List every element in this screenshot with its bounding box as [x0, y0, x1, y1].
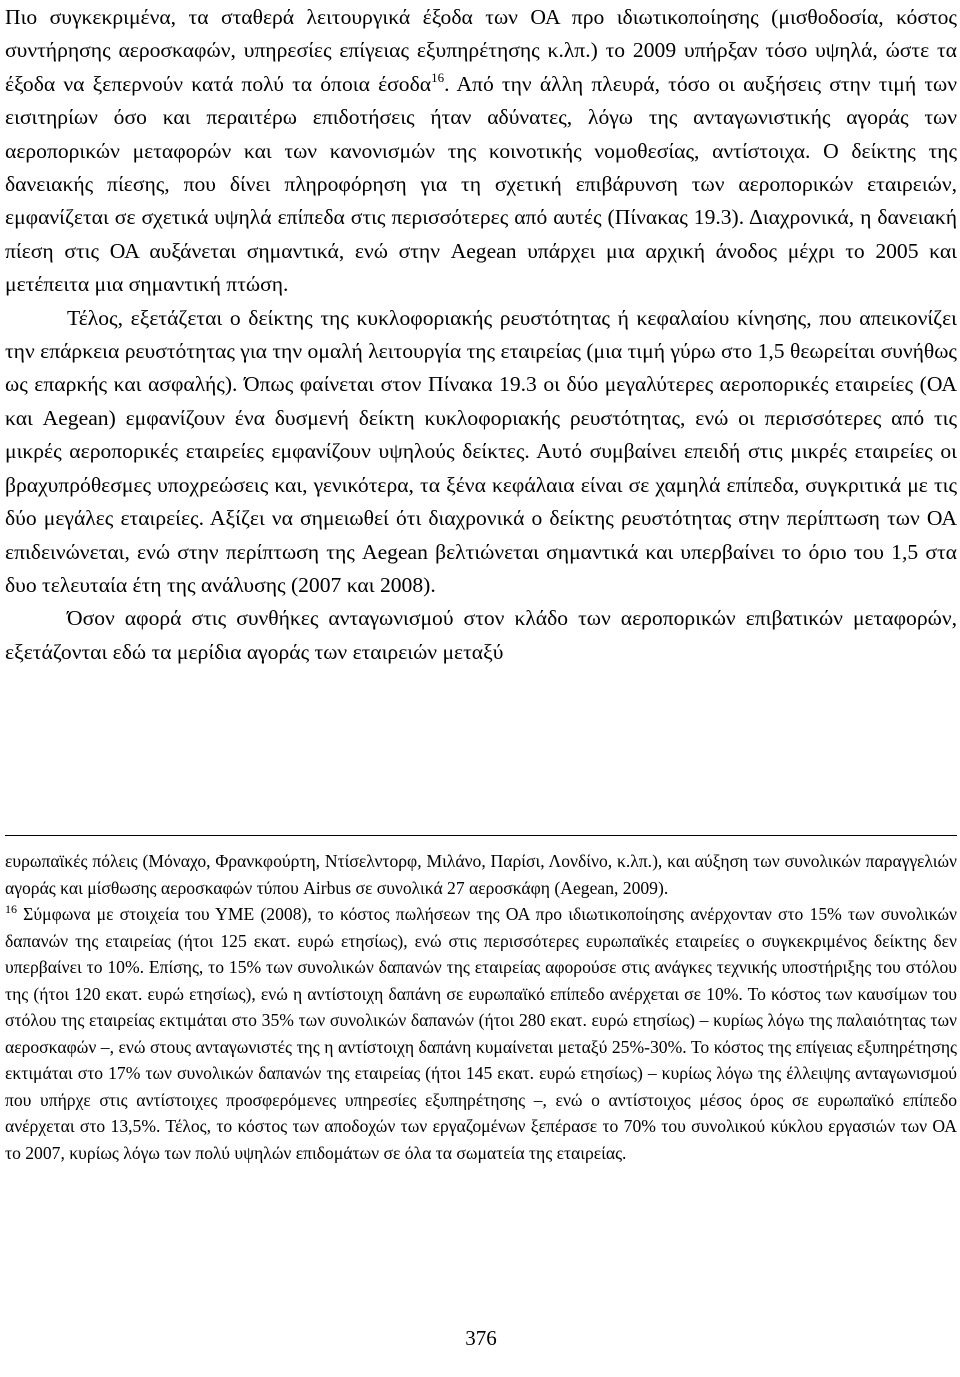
paragraph-1-text-end: . Από την άλλη πλευρά, τόσο οι αυξήσεις στην τιμή των εισιτηρίων όσο και περαιτέρω επιδοτήσεις ήταν αδύνατες, λόγω της ανταγωνιστικής αγοράς των αεροπορικών μεταφορών και των κανονισμών της κοινοτικής νομοθεσίας, αντίστοιχα. Ο δείκτης της δανειακής πίεσης, που δίνει πληροφόρηση για τη σχετική επιβάρυνση των αεροπορικών εταιρειών, εμφανίζεται σε σχετικά υψηλά επίπεδα στις περισσότερες από αυτές (Πίνακας 19.3). Διαχρονικά, η δανειακή πίεση στις ΟΑ αυξάνεται σημαντικά, ενώ στην Aegean υπάρχει μια αρχική άνοδος μέχρι το 2005 και μετέπειτα μια σημαντική πτώση. [5, 71, 957, 297]
footnote-separator [5, 835, 957, 836]
footnote-16 [5, 901, 957, 1166]
body-paragraph-3: Όσον αφορά στις συνθήκες ανταγωνισμού στον κλάδο των αεροπορικών επιβατικών μεταφορών, εξετάζονται εδώ τα μερίδια αγοράς των εταιρειών μεταξύ [5, 606, 957, 664]
footnotes-section [5, 848, 957, 1166]
document-page [5, 0, 957, 1350]
body-paragraph-2: Τέλος, εξετάζεται ο δείκτης της κυκλοφοριακής ρευστότητας ή κεφαλαίου κίνησης, που απεικονίζει την επάρκεια ρευστότητας για την ομαλή λειτουργία της εταιρείας (μια τιμή γύρω στο 1,5 θεωρείται συνήθως ως επαρκής και ασφαλής). Όπως φαίνεται στον Πίνακα 19.3 οι δύο μεγαλύτερες αεροπορικές εταιρείες (ΟΑ και Aegean) εμφανίζουν ένα δυσμενή δείκτη κυκλοφοριακής ρευστότητας, ενώ οι περισσότερες από τις μικρές αεροπορικές εταιρείες εμφανίζουν υψηλούς δείκτες. Αυτό συμβαίνει επειδή στις μικρές εταιρείες οι βραχυπρόθεσμες υποχρεώσεις και, γενικότερα, τα ξένα κεφάλαια είναι σε χαμηλά επίπεδα, συγκριτικά με τις δύο μεγάλες εταιρείες. Αξίζει να σημειωθεί ότι διαχρονικά ο δείκτης ρευστότητας στην περίπτωση των ΟΑ επιδεινώνεται, ενώ στην περίπτωση της Aegean βελτιώνεται σημαντικά και υπερβαίνει το όριο του 1,5 στα δυο τελευταία έτη της ανάλυσης (2007 και 2008). [5, 305, 957, 597]
page-number: 376 [465, 1326, 497, 1350]
footnote-16-text: Σύμφωνα με στοιχεία του ΥΜΕ (2008), το κόστος πωλήσεων της ΟΑ προ ιδιωτικοποίησης ανέρχονταν στο 15% των συνολικών δαπανών της εταιρείας (ήτοι 125 εκατ. ευρώ ετησίως), ενώ στις περισσότερες ευρωπαϊκές εταιρείες ο συγκεκριμένος δείκτης δεν υπερβαίνει το 10%. Επίσης, το 15% των συνολικών δαπανών της εταιρείας αφορούσε στις ανάγκες τεχνικής υποστήριξης του στόλου της (ήτοι 120 εκατ. ευρώ ετησίως), ενώ η αντίστοιχη δαπάνη σε ευρωπαϊκό επίπεδο ανέρχεται σε 10%. Το κόστος των καυσίμων του στόλου της εταιρείας εκτιμάται στο 35% των συνολικών δαπανών (ήτοι 280 εκατ. ευρώ ετησίως) – κυρίως λόγω της παλαιότητας των αεροσκαφών –, ενώ στους ανταγωνιστές της η αντίστοιχη δαπάνη κυμαίνεται μεταξύ 25%-30%. Το κόστος της επίγειας εξυπηρέτησης εκτιμάται στο 17% των συνολικών δαπανών της εταιρείας (ήτοι 145 εκατ. ευρώ ετησίως) – κυρίως λόγω της έλλειψης ανταγωνισμού που υπήρχε στις αντίστοιχες προσφερόμενες υπηρεσίες εξυπηρέτησης –, ενώ ο αντίστοιχος μέσος όρος σε ευρωπαϊκό επίπεδο ανέρχεται στο 13,5%. Τέλος, το κόστος των αποδοχών των εργαζομένων ξεπέρασε το 70% του συνολικού κύκλου εργασιών των ΟΑ το 2007, κυρίως λόγω των πολύ υψηλών επιδομάτων σε όλα τα σωματεία της εταιρείας. [5, 904, 957, 1163]
footnote-reference-16[interactable]: 16 [431, 69, 445, 85]
footnote-continuation: ευρωπαϊκές πόλεις (Μόναχο, Φρανκφούρτη, Ντίσελντορφ, Μιλάνο, Παρίσι, Λονδίνο, κ.λπ.), και αύξηση των συνολικών παραγγελιών αγοράς και μίσθωσης αεροσκαφών τύπου Airbus σε συνολικά 27 αεροσκάφη (Aegean, 2009). [5, 851, 957, 898]
footnote-16-number: 16 [5, 902, 17, 916]
paragraph-1-text-start: Πιο συγκεκριμένα, τα σταθερά λειτουργικά έξοδα των ΟΑ προ ιδιωτικοποίησης (μισθοδοσία, κόστος συντήρησης αεροσκαφών, υπηρεσίες επίγειας εξυπηρέτησης κ.λπ.) το 2009 υπήρξαν τόσο υψηλά, ώστε τα έξοδα να ξεπερνούν κατά πολύ τα όποια έσοδα [5, 5, 957, 96]
body-paragraph-1 [5, 1, 957, 302]
